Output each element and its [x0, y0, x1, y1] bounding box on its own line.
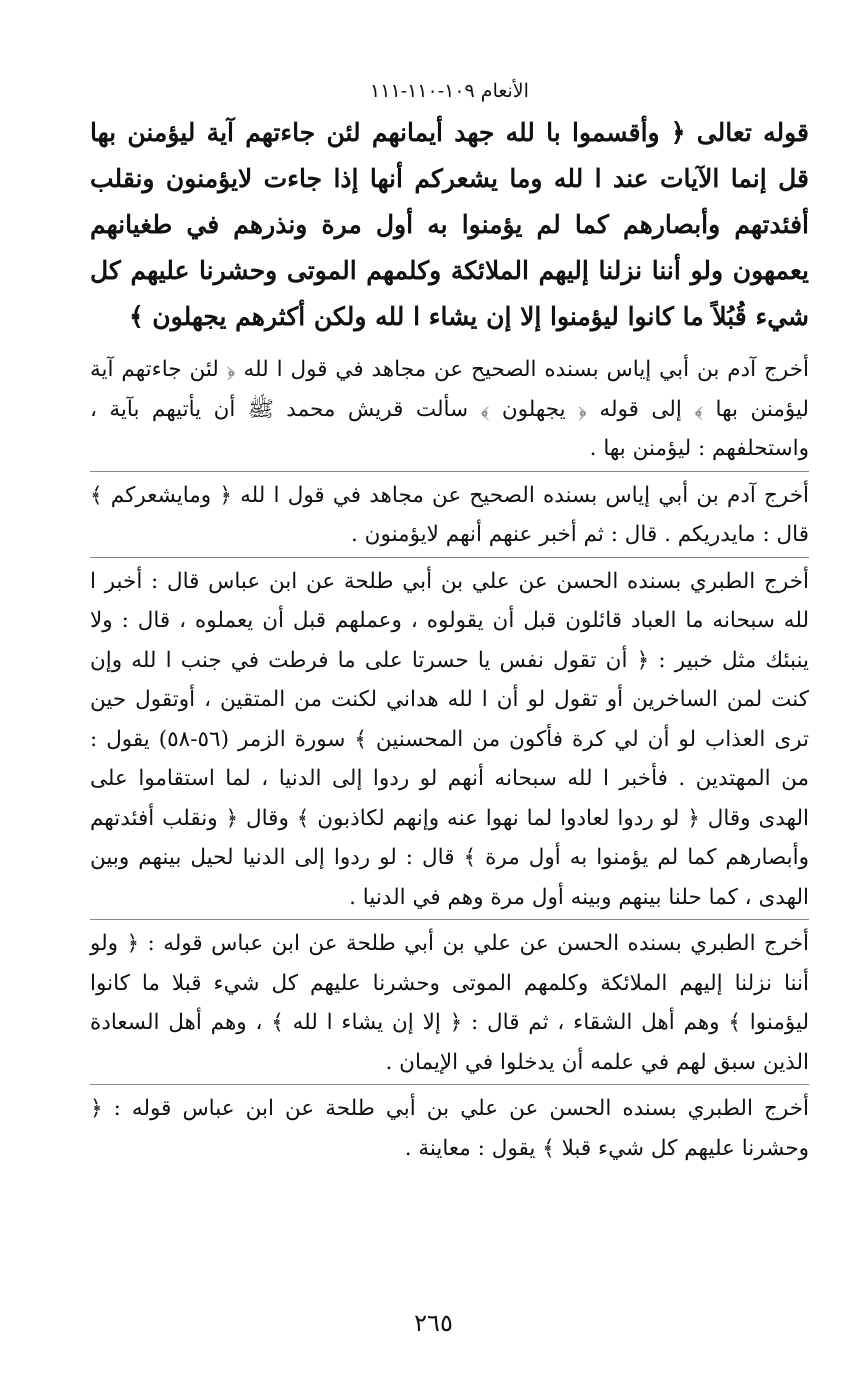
commentary-text: أخرج الطبري بسنده الحسن عن علي بن أبي طلحة عن ابن عباس قوله : ﴿ ولو أننا نزلنا إليهم الملائكة وكلمهم الموتى وحشرنا عليهم كل شيء قبلا ما كانوا ليؤمنوا ﴾ وهم أهل الشقاء ، ثم قال : ﴿ إلا إن يشاء ا لله ﴾ ، وهم أهل السعادة الذين سبق لهم في علمه أن يدخلوا في الإيمان . [90, 931, 809, 1075]
commentary-text: أخرج آدم بن أبي إياس بسنده الصحيح عن مجاهد في قول ا لله ﴿ لئن جاءتهم آية ليؤمنن بها ﴾ إلى قوله ﴿ يجهلون ﴾ سألت قريش محمد ﷺ أن يأتيهم بآية ، واستحلفهم : ليؤمنن بها . [90, 357, 809, 461]
commentary-entry [90, 1084, 809, 1168]
commentary-text: أخرج الطبري بسنده الحسن عن علي بن أبي طلحة عن ابن عباس قال : أخبر ا لله سبحانه ما العباد قائلون قبل أن يقولوه ، وعملهم قبل أن يعملوه ، قال : ولا ينبئك مثل خبير : ﴿ أن تقول نفس يا حسرتا على ما فرطت في جنب ا لله وإن كنت لمن الساخرين أو تقول لو أن ا لله هداني لكنت من المتقين ، أوتقول حين ترى العذاب لو أن لي كرة فأكون من المحسنين ﴾ سورة الزمر (٥٦-٥٨) يقول : من المهتدين . فأخبر ا لله سبحانه أنهم لو ردوا إلى الدنيا ، لما استقاموا على الهدى وقال ﴿ لو ردوا لعادوا لما نهوا عنه وإنهم لكاذبون ﴾ وقال ﴿ ونقلب أفئدتهم وأبصارهم كما لم يؤمنوا به أول مرة ﴾ قال : لو ردوا إلى الدنيا لحيل بينهم وبين الهدى ، كما حلنا بينهم وبينه أول مرة وهم في الدنيا . [90, 568, 810, 910]
commentary-entry [90, 346, 809, 469]
page-number: ٢٦٥ [414, 1309, 453, 1337]
book-page [90, 70, 809, 1349]
commentary-entry [90, 919, 809, 1082]
commentary-entries [90, 346, 809, 1168]
commentary-text: أخرج الطبري بسنده الحسن عن علي بن أبي طلحة عن ابن عباس قوله : ﴿ وحشرنا عليهم كل شيء قبلا ﴾ يقول : معاينة . [90, 1096, 809, 1161]
commentary-text: أخرج آدم بن أبي إياس بسنده الصحيح عن مجاهد في قول ا لله ﴿ ومايشعركم ﴾ قال : مايدريكم . قال : ثم أخبر عنهم أنهم لايؤمنون . [90, 482, 809, 547]
commentary-entry [90, 557, 809, 918]
running-head: الأنعام ١٠٩-١١٠-١١١ [370, 80, 529, 102]
quranic-verse-block: قوله تعالى ﴿ وأقسموا با لله جهد أيمانهم لئن جاءتهم آية ليؤمنن بها قل إنما الآيات عند ا لله وما يشعركم أنها إذا جاءت لايؤمنون ونقلب أفئدتهم وأبصارهم كما لم يؤمنوا به أول مرة ونذرهم في طغيانهم يعمهون ولو أننا نزلنا إليهم الملائكة وكلمهم الموتى وحشرنا عليهم كل شيء قُبُلاً ما كانوا ليؤمنوا إلا إن يشاء ا لله ولكن أكثرهم يجهلون ﴾ [90, 118, 809, 331]
commentary-entry [90, 471, 809, 555]
